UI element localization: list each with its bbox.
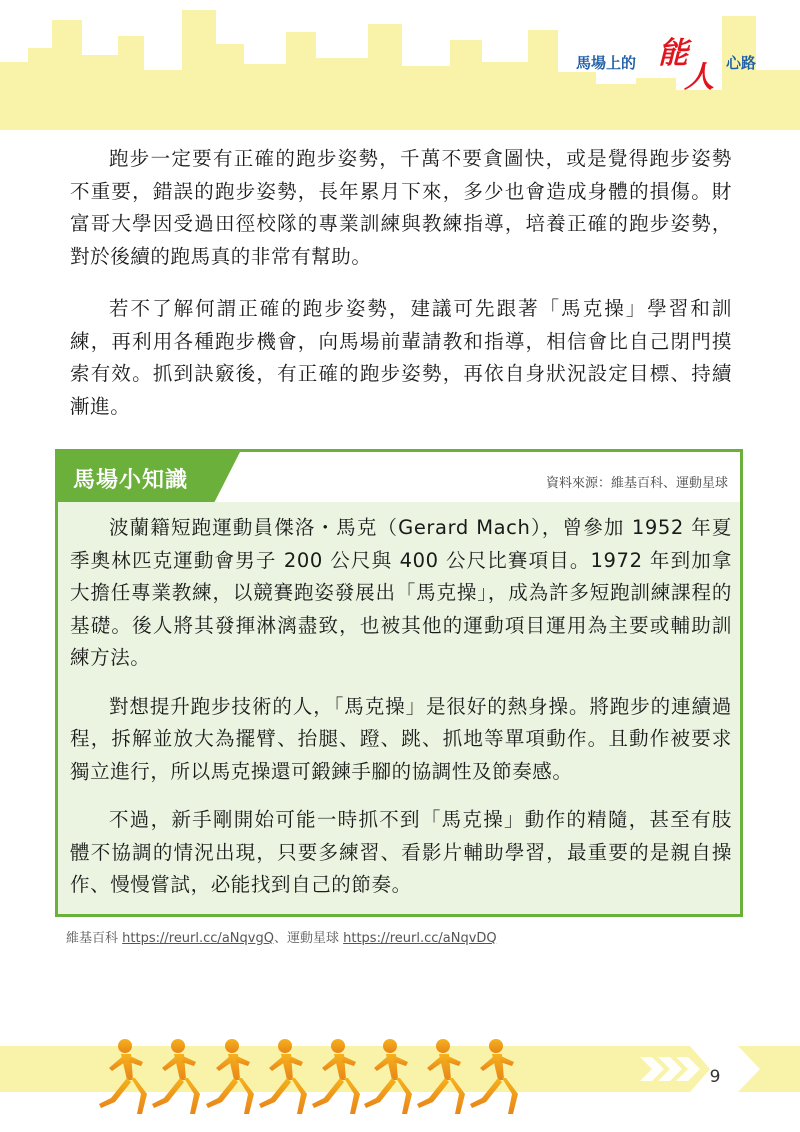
knowledge-paragraph-2: 對想提升跑步技術的人，「馬克操」是很好的熱身操。將跑步的連續過程，拆解並放大為擺臂、抬腿、蹬、跳、抓地等單項動作。且動作被要求獨立進行，所以馬克操還可鍛鍊手腳的協調性及節奏感。 bbox=[70, 694, 732, 783]
reference-2-name: 運動星球 bbox=[286, 931, 339, 946]
knowledge-box-body bbox=[70, 512, 732, 918]
series-title bbox=[576, 22, 776, 102]
knowledge-box bbox=[55, 449, 743, 917]
reference-1-name: 維基百科 bbox=[66, 931, 119, 946]
intro-text bbox=[70, 143, 732, 443]
reference-2-link[interactable]: https://reurl.cc/aNqvDQ bbox=[343, 931, 497, 946]
reference-separator: 、 bbox=[273, 931, 287, 946]
knowledge-paragraph-1: 波蘭籍短跑運動員傑洛・馬克（Gerard Mach），曾參加 1952 年夏季奧林匹克運動會男子 200 公尺與 400 公尺比賽項目。1972 年到加拿大擔任專業教練，以競賽跑姿發展出「馬克操」，成為許多短跑訓練課程的基礎。後人將其發揮淋漓盡致，也被其他的運動項目運用為主要或輔助訓練方法。 bbox=[70, 516, 732, 669]
knowledge-paragraph-3: 不過，新手剛開始可能一時抓不到「馬克操」動作的精隨，甚至有肢體不協調的情況出現，只要多練習、看影片輔助學習，最重要的是親自操作、慢慢嘗試，必能找到自己的節奏。 bbox=[70, 808, 732, 896]
page-number: 9 bbox=[709, 1067, 721, 1087]
knowledge-box-header bbox=[58, 452, 740, 502]
series-title-suffix: 心路 bbox=[726, 54, 757, 72]
footer-runners-band bbox=[0, 1010, 800, 1132]
intro-paragraph-1: 跑步一定要有正確的跑步姿勢，千萬不要貪圖快，或是覺得跑步姿勢不重要，錯誤的跑步姿勢，長年累月下來，多少也會造成身體的損傷。財富哥大學因受過田徑校隊的專業訓練與教練指導，培養正確的跑步姿勢，對於後續的跑馬真的非常有幫助。 bbox=[70, 147, 732, 268]
references bbox=[66, 927, 497, 946]
series-title-prefix: 馬場上的 bbox=[576, 54, 637, 72]
series-title-highlight-2: 人 bbox=[684, 60, 714, 95]
reference-1-link[interactable]: https://reurl.cc/aNqvgQ bbox=[122, 931, 274, 946]
intro-paragraph-2: 若不了解何謂正確的跑步姿勢，建議可先跟著「馬克操」學習和訓練，再利用各種跑步機會，向馬場前輩請教和指導，相信會比自己閉門摸索有效。抓到訣竅後，有正確的跑步姿勢，再依自身狀況設定目標、持續漸進。 bbox=[70, 297, 732, 418]
series-title-highlight-1: 能 bbox=[658, 36, 688, 71]
knowledge-box-title: 馬場小知識 bbox=[73, 468, 189, 493]
knowledge-box-source: 資料來源：維基百科、運動星球 bbox=[545, 476, 728, 491]
